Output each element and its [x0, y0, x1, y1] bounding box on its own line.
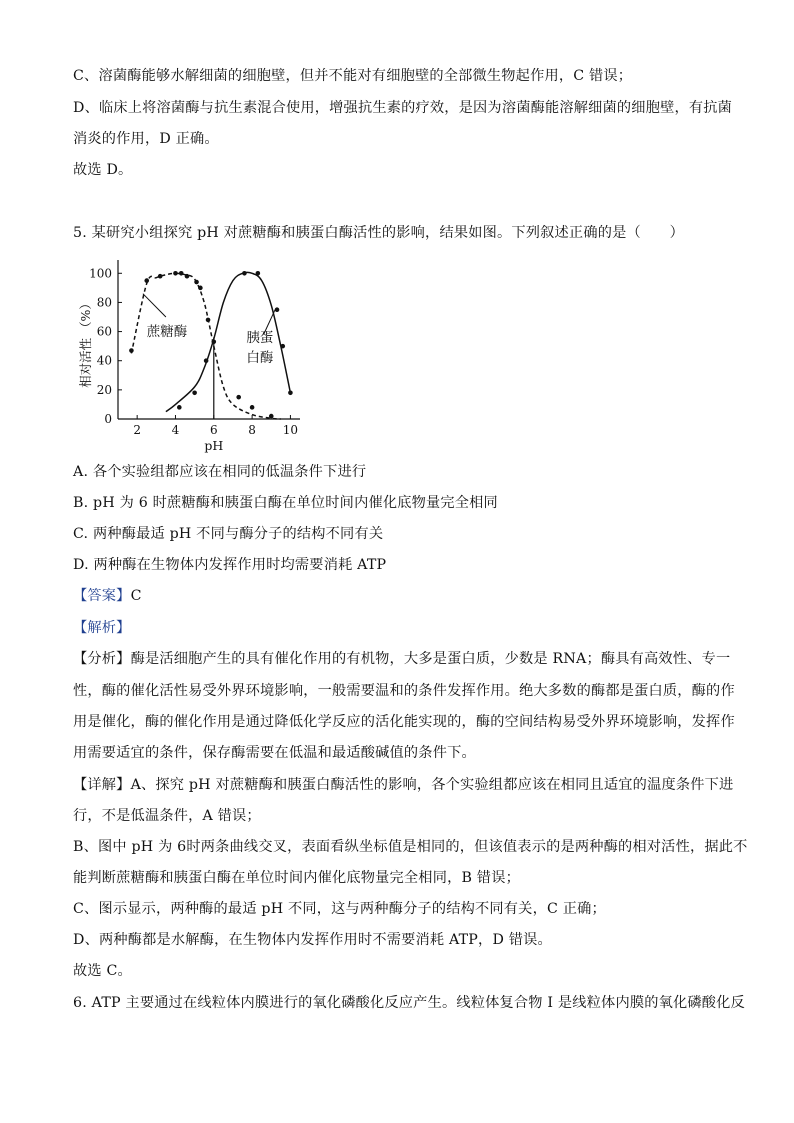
sucrase-point [269, 414, 274, 419]
sucrase-point [250, 405, 255, 410]
option-a: A. 各个实验组都应该在相同的低温条件下进行 [73, 464, 367, 480]
sucrase-label: 蔗糖酶 [146, 323, 188, 340]
option-b: B. pH 为 6 时蔗糖酶和胰蛋白酶在单位时间内催化底物量完全相同 [73, 495, 498, 511]
trypsin-point [288, 390, 293, 395]
sucrase-point [179, 271, 184, 276]
xiangjie-text: A、探究 pH 对蔗糖酶和胰蛋白酶活性的影响，各个实验组都应该在相同且适宜的温度条件下进 [130, 777, 734, 793]
option-c: C. 两种酶最适 pH 不同与酶分子的结构不同有关 [73, 526, 384, 542]
fenxi-line: 用是催化，酶的催化作用是通过降低化学反应的活化能实现的，酶的空间结构易受外界环境影响，发挥作 [73, 714, 735, 730]
y-tick-label: 100 [89, 266, 112, 281]
fenxi-line: 性，酶的催化活性易受外界环境影响，一般需要温和的条件发挥作用。绝大多数的酶都是蛋白质，酶的作 [73, 683, 735, 699]
enzyme-activity-chart [76, 252, 306, 454]
analysis-heading [73, 618, 131, 638]
x-axis-label: pH [204, 438, 224, 453]
trypsin-point [275, 307, 280, 312]
sucrase-point [185, 274, 190, 279]
sucrase-curve [131, 273, 280, 419]
trypsin-point [204, 358, 209, 363]
sucrase-point [144, 278, 149, 283]
trypsin-point [177, 405, 182, 410]
trypsin-point [280, 344, 285, 349]
xiangjie-line: 行，不是低温条件，A 错误； [73, 808, 261, 824]
trypsin-point [211, 339, 216, 344]
xiangjie-line: 故选 C。 [73, 963, 132, 979]
y-axis-label: 相对活性 （%） [78, 297, 93, 388]
y-tick-label: 60 [96, 324, 112, 339]
trypsin-point [192, 390, 197, 395]
sucrase-point [173, 271, 178, 276]
x-tick-label: 8 [248, 423, 256, 437]
x-tick-label: 2 [133, 423, 141, 437]
xiangjie-line: C、图示显示，两种酶的最适 pH 不同，这与两种酶分子的结构不同有关，C 正确； [73, 901, 606, 917]
question-5-stem: 5. 某研究小组探究 pH 对蔗糖酶和胰蛋白酶活性的影响，结果如图。下列叙述正确的是（ ） [73, 225, 685, 241]
answer-tag: 【答案】 [73, 588, 131, 604]
xiangjie-tag: 【详解】 [73, 777, 131, 793]
analysis-tag: 【解析】 [73, 620, 131, 636]
question-6-stem: 6. ATP 主要通过在线粒体内膜进行的氧化磷酸化反应产生。线粒体复合物 I 是线粒体内膜的氧化磷酸化反 [73, 995, 745, 1011]
fenxi-tag: 【分析】 [73, 651, 131, 667]
sucrase-point [236, 395, 241, 400]
xiangjie-line: B、图中 pH 为 6时两条曲线交叉，表面看纵坐标值是相同的，但该值表示的是两种酶的相对活性，据此不 [73, 839, 748, 855]
text-line: C、溶菌酶能够水解细菌的细胞壁，但并不能对有细胞壁的全部微生物起作用，C 错误； [73, 68, 633, 84]
text-line: D、临床上将溶菌酶与抗生素混合使用，增强抗生素的疗效，是因为溶菌酶能溶解细菌的细胞壁，有抗菌 [73, 100, 733, 116]
trypsin-label-line2: 白酶 [246, 350, 274, 367]
trypsin-point [256, 271, 261, 276]
y-tick-label: 40 [96, 353, 112, 368]
x-tick-label: 10 [282, 423, 299, 437]
sucrase-point [158, 274, 163, 279]
y-tick-label: 80 [96, 295, 112, 310]
trypsin-point [242, 271, 247, 276]
sucrase-leader [143, 294, 166, 317]
xiangjie-line: 能判断蔗糖酶和胰蛋白酶在单位时间内催化底物量完全相同，B 错误； [73, 870, 520, 886]
y-tick-label: 20 [96, 382, 112, 397]
text-line: 故选 D。 [73, 162, 133, 178]
text-line: 消炎的作用，D 正确。 [73, 131, 219, 147]
trypsin-label-line1: 胰蛋 [246, 329, 274, 346]
sucrase-point [198, 286, 203, 291]
sucrase-point [129, 348, 134, 353]
x-tick-label: 4 [171, 423, 180, 437]
sucrase-point [194, 280, 199, 285]
fenxi-text: 酶是活细胞产生的具有催化作用的有机物，大多是蛋白质，少数是 RNA；酶具有高效性、专一 [130, 651, 731, 667]
xiangjie-line [73, 775, 733, 795]
sucrase-point [206, 318, 211, 323]
answer-value: C [130, 588, 142, 604]
answer-line [73, 586, 142, 606]
option-d: D. 两种酶在生物体内发挥作用时均需要消耗 ATP [73, 557, 387, 573]
fenxi-line: 用需要适宜的条件，保存酶需要在低温和最适酸碱值的条件下。 [73, 745, 476, 761]
fenxi-line [73, 649, 730, 669]
xiangjie-line: D、两种酶都是水解酶，在生物体内发挥作用时不需要消耗 ATP，D 错误。 [73, 932, 552, 948]
x-tick-label: 6 [209, 423, 218, 437]
y-tick-label: 0 [104, 412, 112, 426]
